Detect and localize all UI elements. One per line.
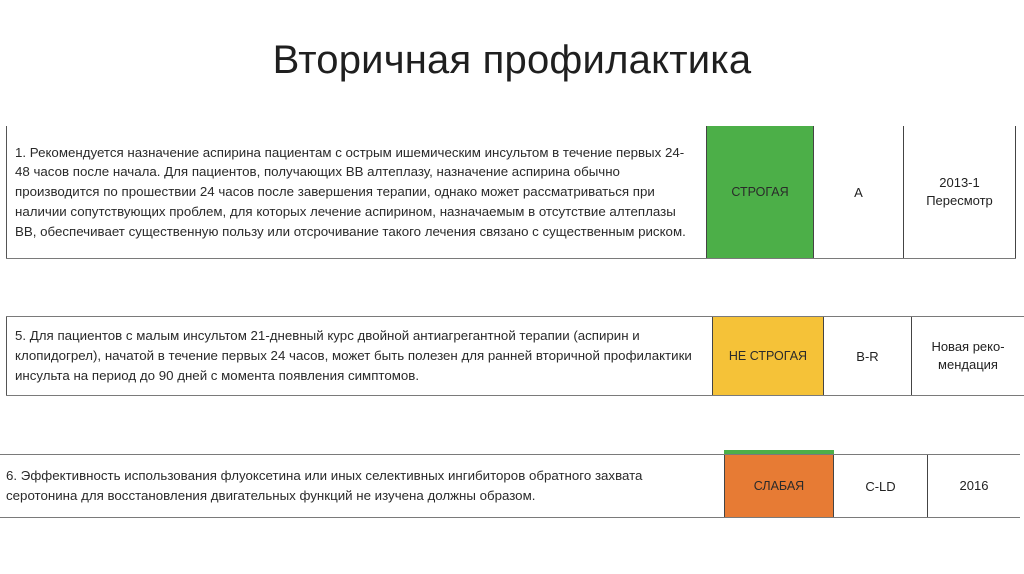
strength-badge: СТРОГАЯ xyxy=(706,126,814,258)
revision-status: Новая реко- мендация xyxy=(931,339,1005,372)
revision-status: 2016 xyxy=(959,478,989,493)
slide-title: Вторичная профилактика xyxy=(272,38,752,82)
recommendation-row xyxy=(6,316,1024,396)
recommendation-row xyxy=(0,454,1020,518)
evidence-level: C-LD xyxy=(834,455,928,517)
recommendation-row xyxy=(6,126,1016,259)
strength-badge: НЕ СТРОГАЯ xyxy=(712,317,824,395)
evidence-level: B-R xyxy=(824,317,912,395)
evidence-level: A xyxy=(814,126,904,258)
revision-status: 2013-1 Пересмотр xyxy=(904,126,1016,258)
recommendation-text: 5. Для пациентов с малым инсультом 21-дневный курс двойной антиагрегантной терапии (аспирин и клопидогрел), начатой в течение первых 24 часов, может быть полезен для ранней вторичной профилактики инсульта на период до 90 дней с момента появления симптомов. xyxy=(6,317,712,395)
strength-badge: СЛАБАЯ xyxy=(724,455,834,517)
recommendation-text: 6. Эффективность использования флуоксетина или иных селективных ингибиторов обратного захвата серотонина для восстановления двигательных функций не изучена должны образом. xyxy=(6,468,643,503)
recommendation-text: 1. Рекомендуется назначение аспирина пациентам с острым ишемическим инсультом в течение первых 24-48 часов после начала. Для пациентов, получающих ВВ алтеплазу, назначение аспирина обычно производится по прошествии 24 часов после завершения терапии, однако может рассматриваться при наличии сопутствующих проблем, для которых лечение аспирином, назначаемым в отсутствие алтеплазы ВВ, обеспечивает существенную пользу или отсрочивание такого лечения связано с существенным риском. xyxy=(6,126,706,258)
